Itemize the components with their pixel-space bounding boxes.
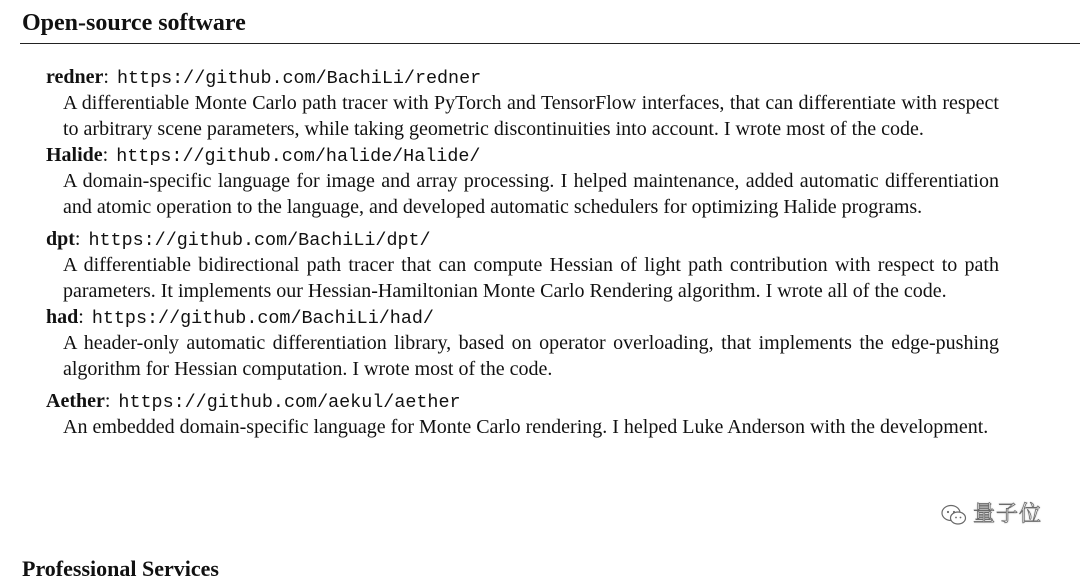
software-entry-aether (46, 388, 1006, 440)
entry-description: A header-only automatic differentiation library, based on operator overloading, that implements the edge-pushing algorithm for Hessian computation. I wrote most of the code. (63, 332, 999, 380)
entry-url-link[interactable]: https://github.com/aekul/aether (118, 392, 461, 413)
software-list (46, 64, 1006, 440)
entry-colon: : (74, 228, 81, 250)
entry-url-link[interactable]: https://github.com/BachiLi/dpt/ (88, 230, 431, 251)
entry-description: An embedded domain-specific language for Monte Carlo rendering. I helped Luke Anderson with the development. (63, 416, 989, 438)
entry-url-link[interactable]: https://github.com/BachiLi/had/ (91, 308, 434, 329)
wechat-logo-icon (941, 504, 967, 526)
entry-header (46, 64, 1006, 90)
entry-name: Halide (46, 144, 103, 166)
software-entry-redner (46, 64, 1006, 142)
next-section-title: Professional Services (22, 556, 219, 581)
entry-url-link[interactable]: https://github.com/BachiLi/redner (116, 68, 482, 89)
entry-colon: : (104, 390, 111, 412)
entry-header (46, 388, 1006, 414)
entry-name: dpt (46, 228, 75, 250)
entry-colon: : (78, 306, 84, 328)
software-entry-dpt (46, 226, 1006, 304)
software-entry-had (46, 304, 1006, 382)
entry-description: A domain-specific language for image and array processing. I helped maintenance, added automatic differentiation and atomic operation to the language, and developed automatic schedulers for optimizing Halide programs. (63, 170, 999, 218)
entry-header (46, 304, 1006, 330)
entry-colon: : (102, 144, 109, 166)
entry-header (46, 142, 1006, 168)
section-title: Open-source software (22, 10, 246, 36)
software-entry-halide (46, 142, 1006, 220)
entry-name: redner (46, 66, 104, 88)
entry-name: had (46, 306, 79, 328)
entry-description: A differentiable Monte Carlo path tracer with PyTorch and TensorFlow interfaces, that can differentiate with respect to arbitrary scene parameters, while taking geometric discontinuities into account. I wrote most of the code. (63, 92, 999, 140)
entry-url-link[interactable]: https://github.com/halide/Halide/ (116, 146, 481, 167)
watermark-text: 量子位 (972, 502, 1042, 527)
entry-name: Aether (46, 390, 105, 412)
section-divider (20, 43, 1080, 44)
entry-colon: : (103, 66, 109, 88)
watermark (941, 500, 1042, 530)
entry-header (46, 226, 1006, 252)
entry-description: A differentiable bidirectional path tracer that can compute Hessian of light path contribution with respect to path parameters. It implements our Hessian-Hamiltonian Monte Carlo Rendering algorithm. I wrote all of the code. (63, 254, 999, 302)
